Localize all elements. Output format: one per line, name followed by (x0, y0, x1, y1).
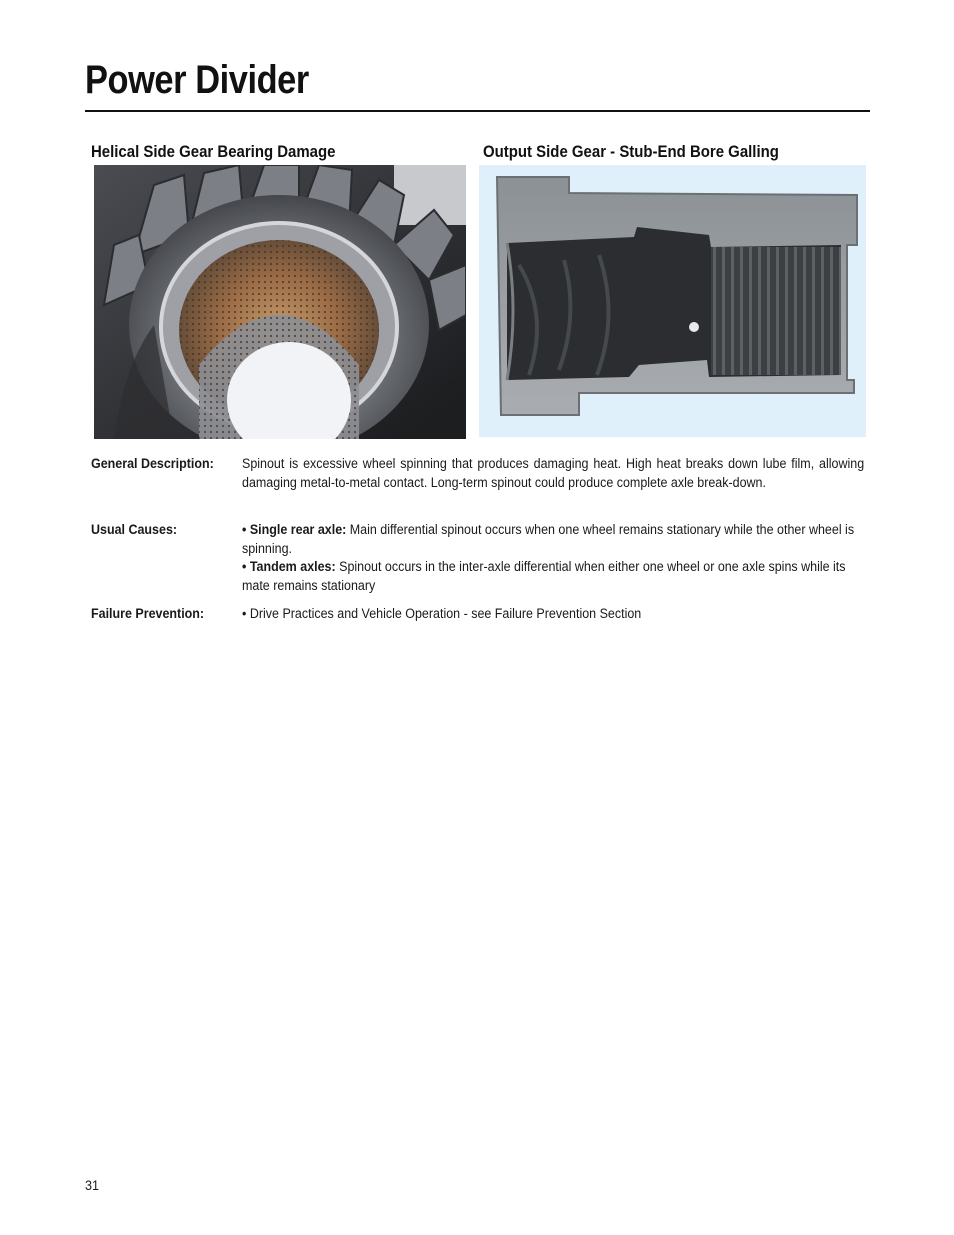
figure-caption-right: Output Side Gear - Stub-End Bore Galling (483, 142, 779, 161)
figure-caption-left: Helical Side Gear Bearing Damage (91, 142, 336, 161)
output-side-gear-photo (479, 165, 866, 437)
page-number: 31 (85, 1177, 100, 1193)
cause-item (242, 521, 864, 558)
cause-item-lead: • Single rear axle: (242, 522, 347, 538)
failure-prevention-label: Failure Prevention: (91, 606, 205, 622)
cause-item-text: Main differential spinout occurs when one wheel remains stationary while the other wheel is spinning. (242, 522, 855, 557)
cause-item (242, 558, 864, 595)
title-rule (85, 110, 870, 112)
general-description-text: Spinout is excessive wheel spinning that produces damaging heat. High heat breaks down lube film, allowing damaging metal-to-metal contact. Long-term spinout could produce complete axle break-down. (242, 456, 865, 491)
cause-item-text: Spinout occurs in the inter-axle differential when either one wheel or one axle spins while its mate remains stationary (242, 559, 846, 594)
cause-item-lead: • Tandem axles: (242, 559, 336, 575)
general-description-label: General Description: (91, 456, 214, 472)
helical-side-gear-photo (94, 165, 466, 439)
page-title: Power Divider (85, 58, 309, 102)
usual-causes-label: Usual Causes: (91, 522, 178, 538)
failure-prevention-text: • Drive Practices and Vehicle Operation - see Failure Prevention Section (242, 606, 642, 622)
